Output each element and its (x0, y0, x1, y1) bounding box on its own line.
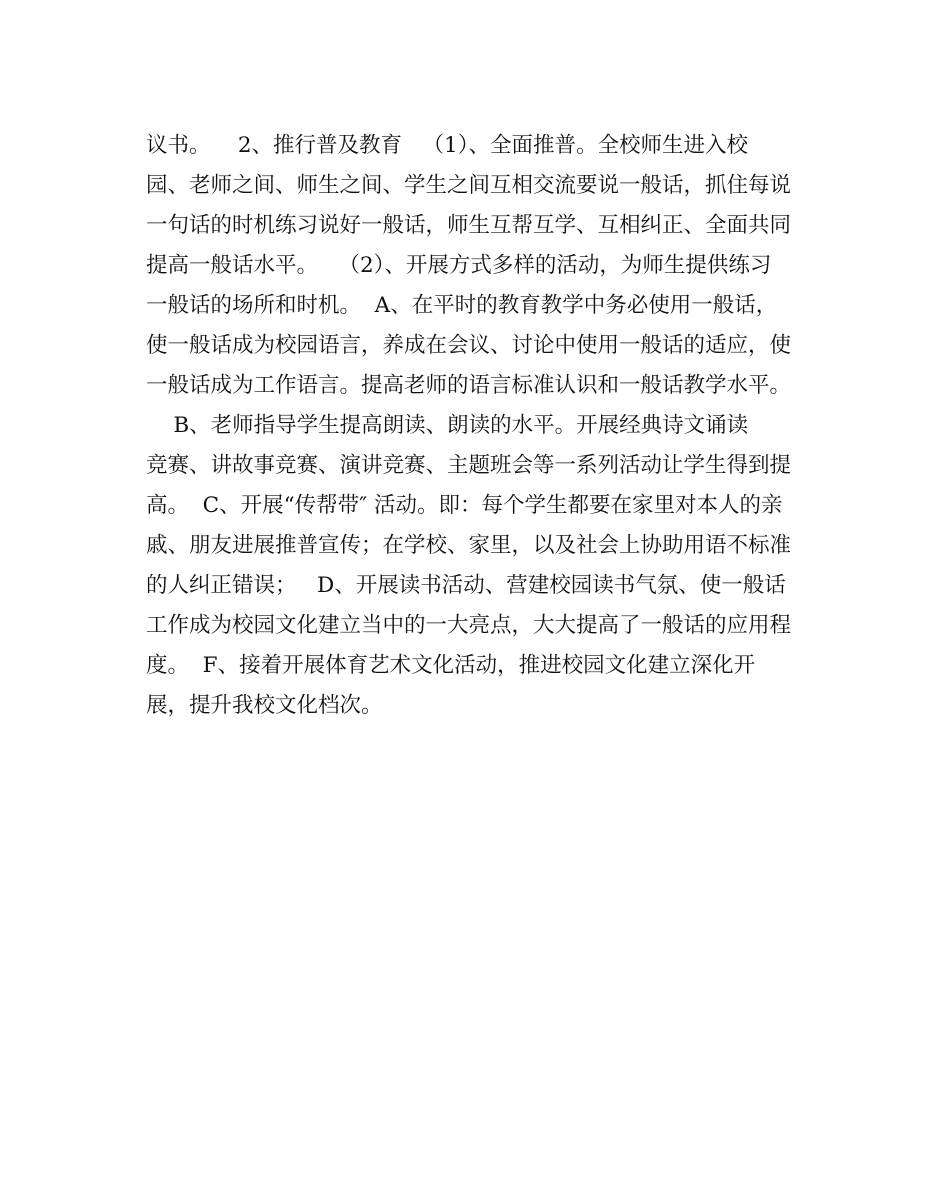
text-line: 戚、朋友进展推普宣传；在学校、家里，以及社会上协助用语不标准 (146, 533, 792, 558)
text-line: 展，提升我校文化档次。 (146, 693, 383, 718)
text-line: 一般话的场所和时机。 A、在平时的教育教学中务必使用一般话， (146, 293, 778, 318)
text-line: 提高一般话水平。 （2）、开展方式多样的活动，为师生提供练习 (146, 253, 772, 278)
text-line: 使一般话成为校园语言，养成在会议、讨论中使用一般话的适应，使 (146, 333, 792, 358)
text-line: 园、老师之间、师生之间、学生之间互相交流要说一般话，抓住每说 (146, 173, 792, 198)
text-line: 一般话成为工作语言。提高老师的语言标准认识和一般话教学水平。 (146, 373, 792, 398)
body-text (146, 126, 806, 726)
text-line: 一句话的时机练习说好一般话，师生互帮互学、互相纠正、全面共同 (146, 213, 792, 238)
text-line: 工作成为校园文化建立当中的一大亮点，大大提高了一般话的应用程 (146, 613, 792, 638)
text-line: 议书。 2、推行普及教育 （1）、全面推普。全校师生进入校 (146, 133, 748, 158)
text-line: B、老师指导学生提高朗读、朗读的水平。开展经典诗文诵读 (146, 413, 749, 438)
text-line: 的人纠正错误； D、开展读书活动、营建校园读书气氛、使一般话 (146, 573, 786, 598)
text-line: 度。 F、接着开展体育艺术文化活动，推进校园文化建立深化开 (146, 653, 756, 678)
text-line: 竞赛、讲故事竞赛、演讲竞赛、主题班会等一系列活动让学生得到提 (146, 453, 792, 478)
text-line: 高。 C、开展“传帮带″ 活动。即：每个学生都要在家里对本人的亲 (146, 493, 783, 518)
